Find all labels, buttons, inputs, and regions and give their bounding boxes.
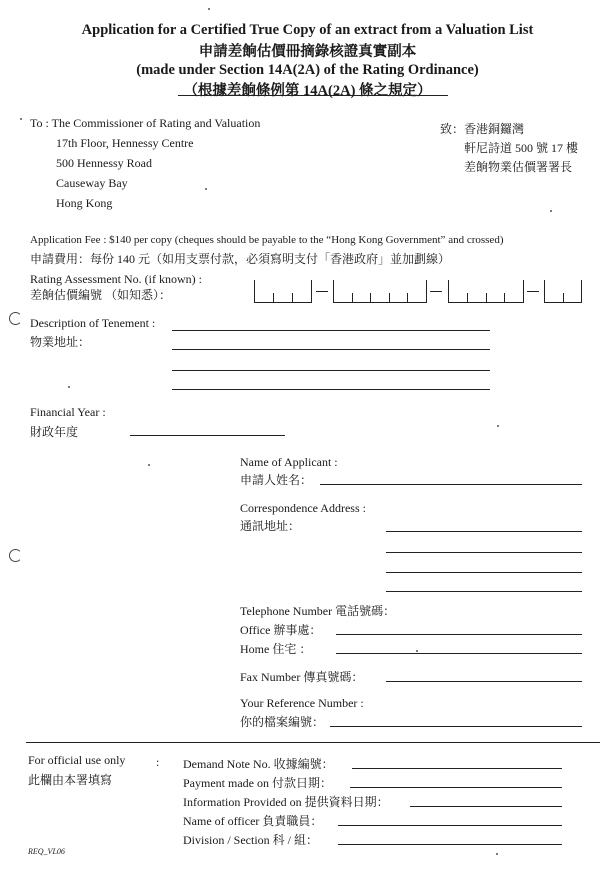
demand-note-label: Demand Note No. 收據編號： xyxy=(183,757,334,771)
tenement-label: Description of Tenement : xyxy=(30,316,156,330)
fee-english: Application Fee : $140 per copy (cheques should be payable to the “Hong Kong Government” and crossed) xyxy=(30,234,504,246)
punch-hole-icon-2 xyxy=(9,549,22,562)
punch-hole-icon xyxy=(9,312,22,325)
title-chinese: 申請差餉估價冊摘錄核證真實副本 xyxy=(198,44,417,60)
division-label: Division / Section 科 / 組： xyxy=(183,833,319,847)
financial-year-label-zh: 財政年度 xyxy=(30,425,79,439)
scan-speck xyxy=(205,188,207,190)
correspondence-address-label: Correspondence Address : xyxy=(240,501,366,515)
officer-label: Name of officer 負責職員： xyxy=(183,814,323,828)
applicant-name-label-zh: 申請人姓名： xyxy=(240,473,313,487)
reference-label: Your Reference Number : xyxy=(240,696,364,710)
rating-assessment-label: Rating Assessment No. (if known) : xyxy=(30,272,202,286)
official-use-label: For official use only xyxy=(28,753,126,767)
address-line-3: Causeway Bay xyxy=(56,176,128,190)
scan-speck xyxy=(550,210,552,212)
address-line-4: Hong Kong xyxy=(56,196,113,210)
reference-label-zh: 你的檔案編號： xyxy=(240,715,325,729)
official-use-colon: : xyxy=(156,755,160,769)
form-code: REQ_VL06 xyxy=(28,847,65,856)
assessment-box-4[interactable] xyxy=(544,280,582,303)
address-line-2: 500 Hennessy Road xyxy=(56,156,152,170)
tenement-line-3[interactable] xyxy=(172,370,490,371)
officer-field[interactable] xyxy=(338,825,562,826)
tenement-line-4[interactable] xyxy=(172,389,490,390)
scan-speck xyxy=(496,853,498,855)
address-field-2[interactable] xyxy=(386,552,582,553)
financial-year-field[interactable] xyxy=(130,435,285,436)
rating-assessment-label-zh: 差餉估價編號 （如知悉）： xyxy=(30,288,172,302)
home-phone-field[interactable] xyxy=(336,653,582,654)
assessment-box-1[interactable] xyxy=(254,280,312,303)
info-provided-label: Information Provided on 提供資料日期： xyxy=(183,795,389,809)
subtitle-english: (made under Section 14A(2A) of the Rating Ordinance) xyxy=(136,62,479,78)
tenement-line-1[interactable] xyxy=(172,330,490,331)
demand-note-field[interactable] xyxy=(352,768,562,769)
financial-year-label: Financial Year : xyxy=(30,405,106,419)
address-zh-line-3: 差餉物業估價署署長 xyxy=(464,160,573,174)
reference-field[interactable] xyxy=(330,726,582,727)
address-field-1[interactable] xyxy=(386,531,582,532)
correspondence-address-label-zh: 通訊地址： xyxy=(240,519,301,533)
home-label: Home 住宅 ： xyxy=(240,642,312,656)
address-field-4[interactable] xyxy=(386,591,582,592)
official-separator xyxy=(26,742,600,743)
payment-field[interactable] xyxy=(350,787,562,788)
official-use-label-zh: 此欄由本署填寫 xyxy=(28,773,113,787)
scan-speck xyxy=(20,118,22,120)
fax-field[interactable] xyxy=(386,681,582,682)
division-field[interactable] xyxy=(338,844,562,845)
fax-label: Fax Number 傳真號碼： xyxy=(240,670,364,684)
applicant-name-field[interactable] xyxy=(320,484,582,485)
scan-speck xyxy=(208,8,210,10)
assessment-box-3[interactable] xyxy=(448,280,524,303)
fee-chinese: 申請費用：每份 140 元（如用支票付款，必須寫明支付「香港政府」並加劃線） xyxy=(30,252,451,266)
applicant-name-label: Name of Applicant : xyxy=(240,455,338,469)
address-zh-line-1: 致：香港銅鑼灣 xyxy=(440,122,525,136)
scan-speck xyxy=(416,650,418,652)
address-field-3[interactable] xyxy=(386,572,582,573)
subtitle-chinese: （根據差餉條例第 14A(2A) 條之規定） xyxy=(183,83,432,99)
info-provided-field[interactable] xyxy=(410,806,562,807)
office-label: Office 辦事處： xyxy=(240,623,322,637)
title-english: Application for a Certified True Copy of an extract from a Valuation List xyxy=(81,22,534,38)
tenement-label-zh: 物業地址： xyxy=(30,335,91,349)
address-to: To : The Commissioner of Rating and Valuation xyxy=(30,116,261,130)
telephone-label: Telephone Number 電話號碼： xyxy=(240,604,396,618)
assessment-dash-2 xyxy=(430,291,442,292)
assessment-dash-3 xyxy=(527,291,539,292)
scan-speck xyxy=(148,464,150,466)
payment-label: Payment made on 付款日期： xyxy=(183,776,332,790)
scan-speck xyxy=(68,386,70,388)
address-line-1: 17th Floor, Hennessy Centre xyxy=(56,136,194,150)
subtitle-underline xyxy=(178,95,448,96)
address-zh-line-2: 軒尼詩道 500 號 17 樓 xyxy=(464,141,579,155)
tenement-line-2[interactable] xyxy=(172,349,490,350)
assessment-box-2[interactable] xyxy=(333,280,427,303)
scan-speck xyxy=(497,425,499,427)
office-phone-field[interactable] xyxy=(336,634,582,635)
assessment-dash-1 xyxy=(316,291,328,292)
